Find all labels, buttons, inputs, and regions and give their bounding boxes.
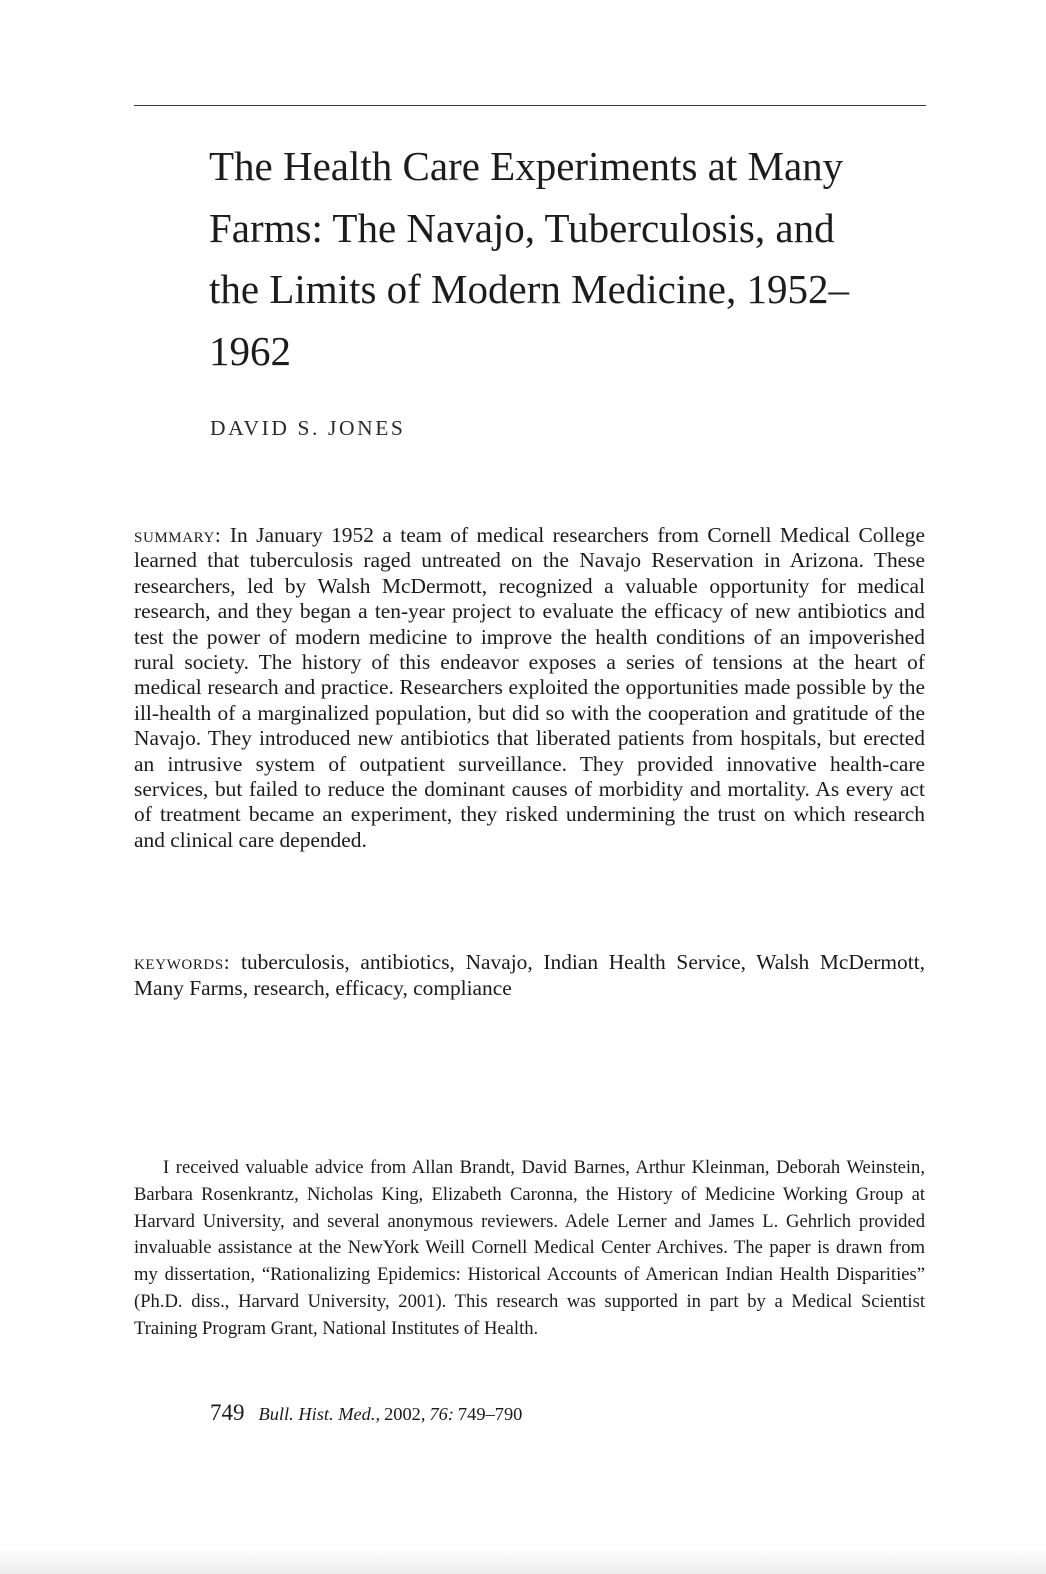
summary-paragraph xyxy=(134,523,925,853)
journal-volume: 76: xyxy=(429,1404,454,1424)
article-title: The Health Care Experiments at Many Farms: The Navajo, Tuberculosis, and the Limits of Modern Medicine, 1952–1962 xyxy=(209,143,849,374)
journal-name: Bull. Hist. Med., xyxy=(258,1404,381,1424)
summary-label: summary: xyxy=(134,523,222,547)
page-number: 749 xyxy=(210,1400,245,1425)
page-bottom-shadow xyxy=(0,1548,1046,1574)
page-range: 749–790 xyxy=(457,1404,523,1424)
summary-text: In January 1952 a team of medical researchers from Cornell Medical College learned that tuberculosis raged untreated on the Navajo Reservation in Arizona. These researchers, led by Walsh McDermott, recognized a valuable opportunity for medical research, and they began a ten-year project to evaluate the efficacy of new antibiotics and test the power of modern medicine to improve the health conditions of an impoverished rural society. The history of this endeavor exposes a series of tensions at the heart of medical research and practice. Researchers exploited the opportunities made possible by the ill-health of a marginalized population, but did so with the cooperation and gratitude of the Navajo. They introduced new antibiotics that liberated patients from hospitals, but erected an intrusive system of outpatient surveillance. They provided innovative health-care services, but failed to reduce the dominant causes of morbidity and mortality. As every act of treatment became an experiment, they risked undermining the trust on which research and clinical care depended. xyxy=(134,523,925,852)
keywords-text: tuberculosis, antibiotics, Navajo, Indian Health Service, Walsh McDermott, Many Farms, research, efficacy, compliance xyxy=(134,950,925,1000)
keywords-paragraph xyxy=(134,949,925,1001)
keywords-label: keywords: xyxy=(134,950,231,974)
article-author: DAVID S. JONES xyxy=(210,416,406,440)
header-rule xyxy=(134,105,926,106)
journal-year: 2002, xyxy=(384,1404,426,1424)
citation-footer xyxy=(210,1400,522,1426)
acknowledgments-note: I received valuable advice from Allan Brandt, David Barnes, Arthur Kleinman, Deborah Weinstein, Barbara Rosenkrantz, Nicholas King, Elizabeth Caronna, the History of Medicine Working Group at Harvard University, and several anonymous reviewers. Adele Lerner and James L. Gehrlich provided invaluable assistance at the NewYork Weill Cornell Medical Center Archives. The paper is drawn from my dissertation, “Rationalizing Epidemics: Historical Accounts of American Indian Health Disparities” (Ph.D. diss., Harvard University, 2001). This research was supported in part by a Medical Scientist Training Program Grant, National Institutes of Health. xyxy=(134,1157,925,1339)
